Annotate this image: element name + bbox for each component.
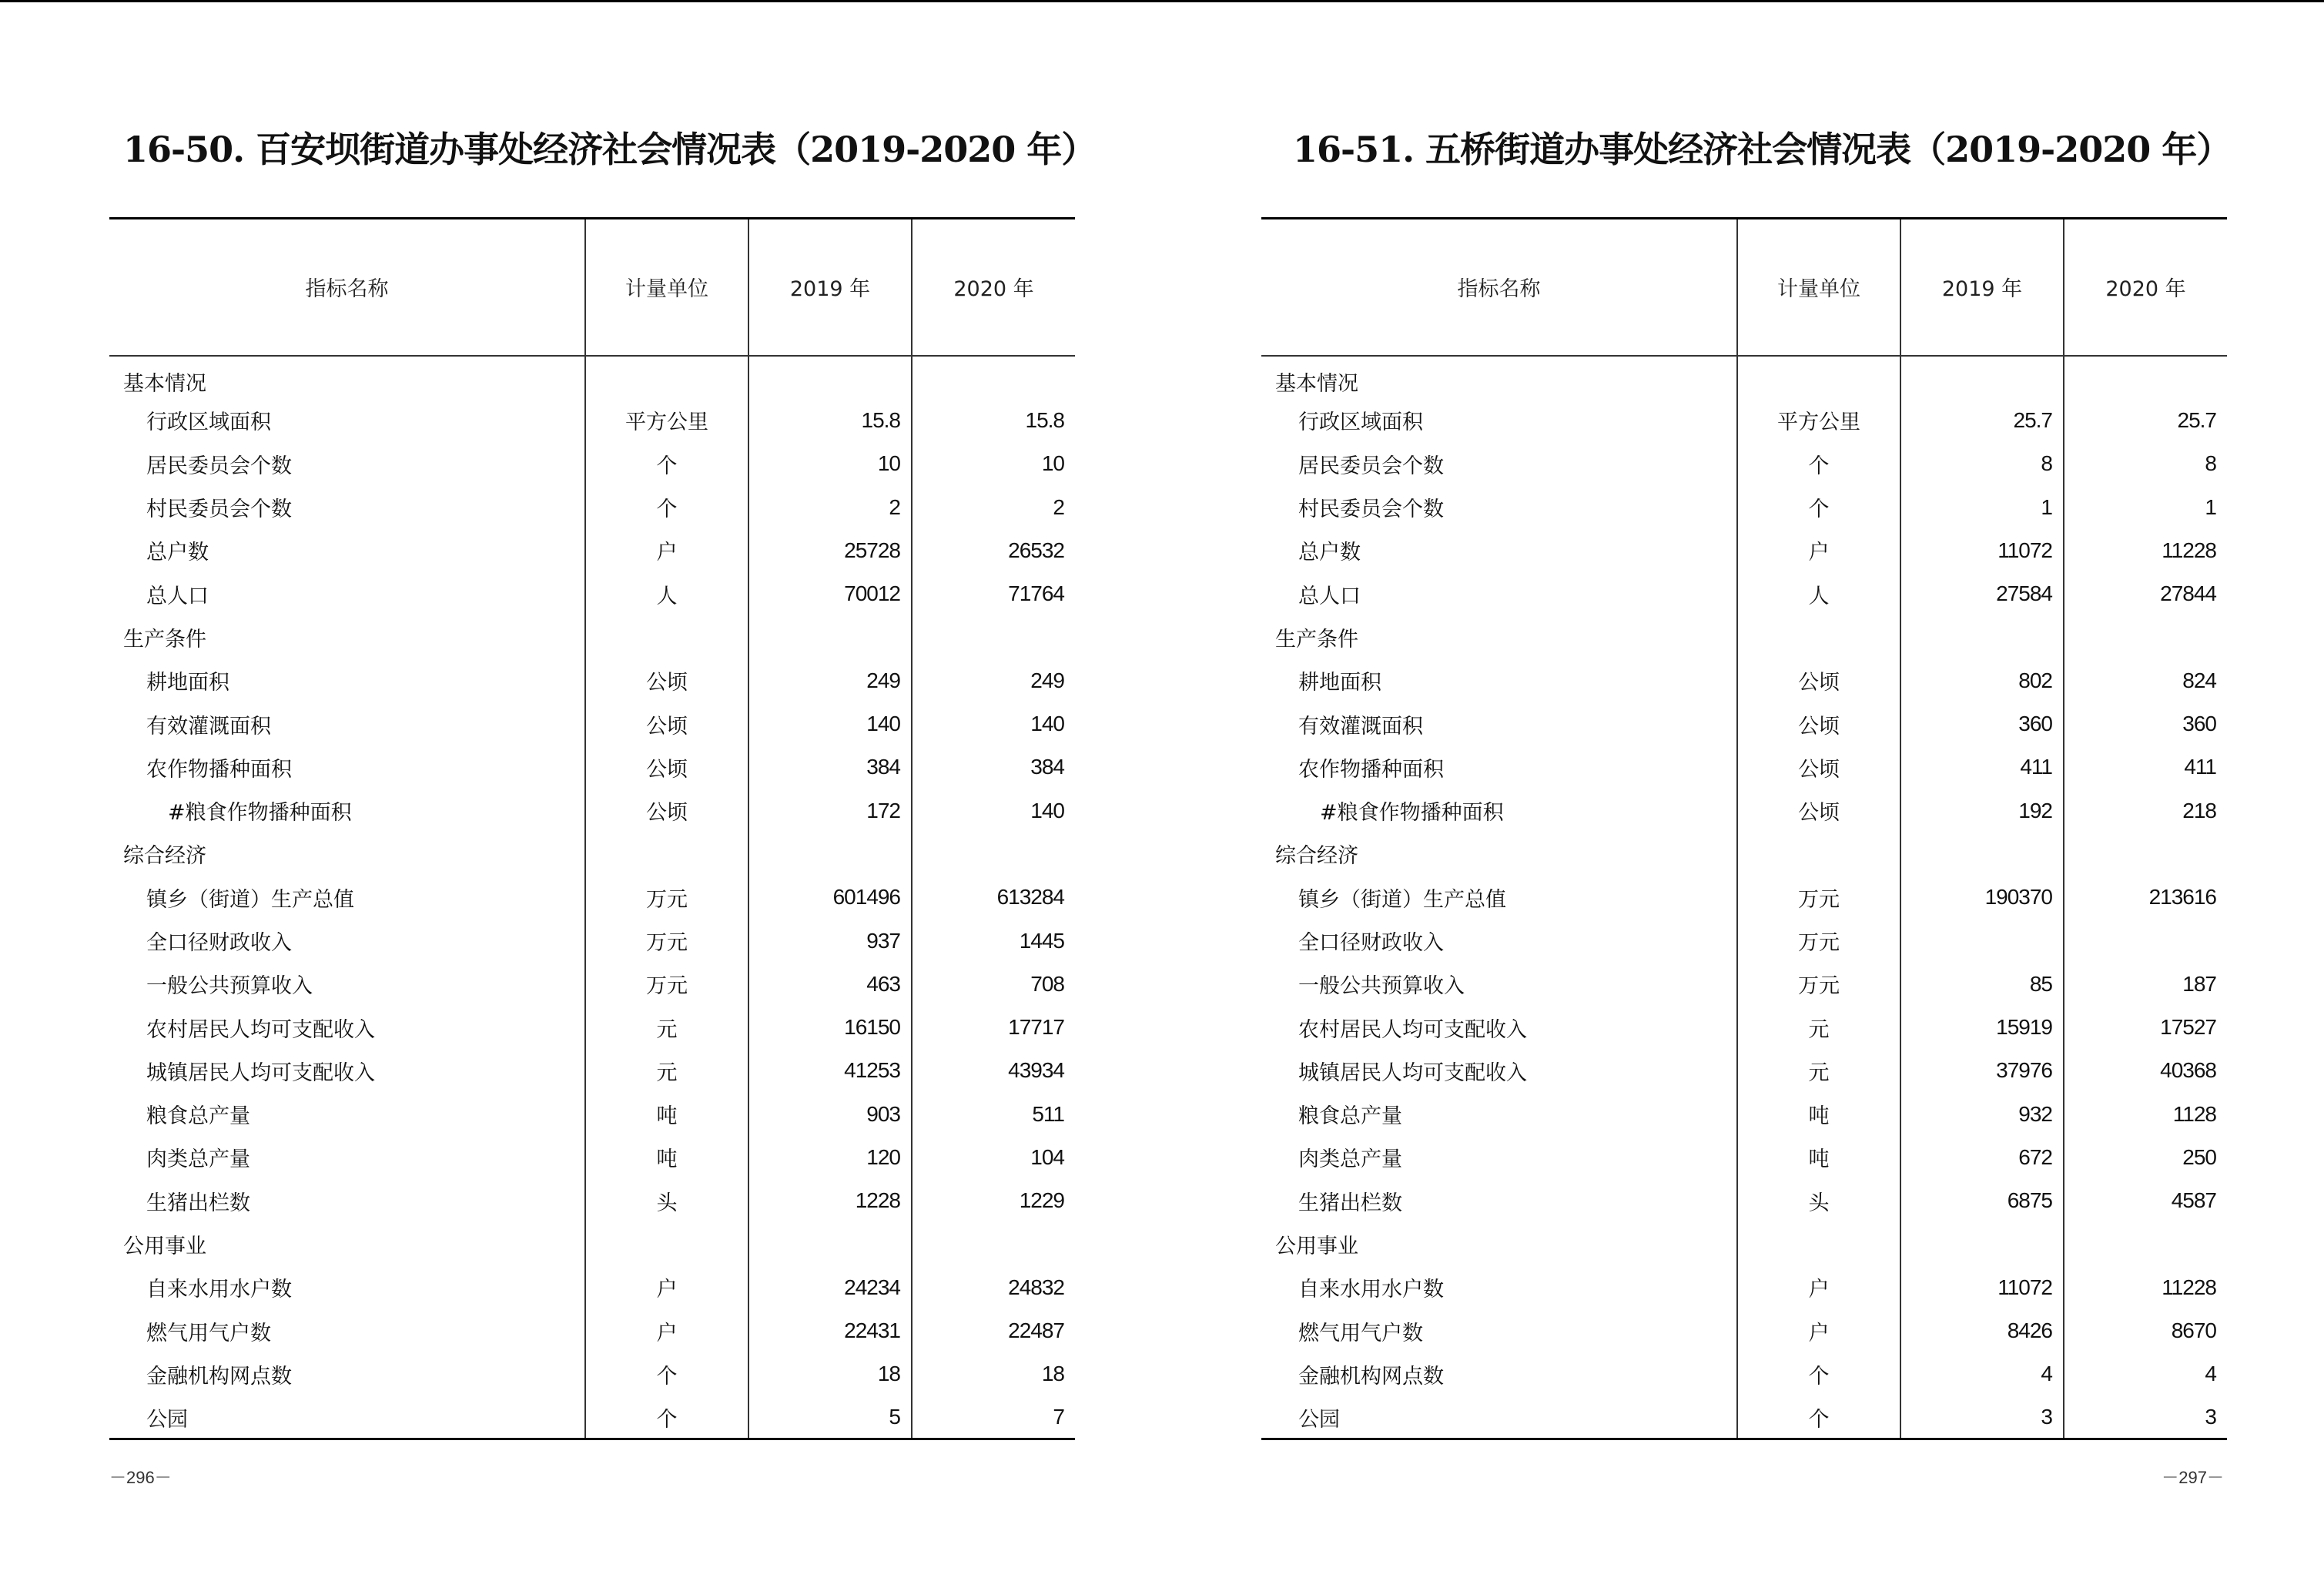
table-row bbox=[1261, 1266, 2227, 1309]
indicator-name-cell: 行政区域面积 bbox=[1298, 410, 1423, 435]
table-row bbox=[1261, 1136, 2227, 1179]
unit-cell: 公顷 bbox=[585, 745, 748, 789]
unit-cell: 万元 bbox=[585, 963, 748, 1006]
value-2020-cell: 213616 bbox=[2064, 876, 2227, 919]
value-2020-cell: 24832 bbox=[912, 1266, 1075, 1309]
indicator-name-cell: 综合经济 bbox=[123, 844, 206, 869]
table-row bbox=[109, 1266, 1075, 1309]
unit-cell: 万元 bbox=[1737, 963, 1900, 1006]
value-2019-cell: 1 bbox=[1900, 485, 2064, 528]
table-row bbox=[109, 919, 1075, 962]
section-row bbox=[109, 615, 1075, 658]
indicator-name-cell: 综合经济 bbox=[1275, 844, 1358, 869]
table-row bbox=[1261, 919, 2227, 962]
value-2020-cell: 104 bbox=[912, 1136, 1075, 1179]
value-2020-cell: 613284 bbox=[912, 876, 1075, 919]
unit-cell: 吨 bbox=[585, 1093, 748, 1136]
table-row bbox=[109, 1049, 1075, 1092]
value-2020-cell bbox=[2064, 833, 2227, 876]
value-2020-cell bbox=[2064, 356, 2227, 399]
value-2019-cell: 11072 bbox=[1900, 1266, 2064, 1309]
indicator-name-cell: 城镇居民人均可支配收入 bbox=[146, 1060, 375, 1085]
table-row bbox=[109, 1093, 1075, 1136]
value-2020-cell: 15.8 bbox=[912, 399, 1075, 442]
table-header-row bbox=[109, 219, 1075, 356]
indicator-name-cell: 镇乡（街道）生产总值 bbox=[146, 887, 354, 912]
indicator-name-cell: 公用事业 bbox=[123, 1235, 206, 1259]
value-2020-cell: 26532 bbox=[912, 529, 1075, 572]
value-2020-cell: 249 bbox=[912, 659, 1075, 702]
unit-cell bbox=[1737, 833, 1900, 876]
header-2019: 2019 年 bbox=[1900, 219, 2064, 356]
value-2020-cell bbox=[912, 1222, 1075, 1265]
indicator-name-cell: 生产条件 bbox=[1275, 627, 1358, 652]
value-2020-cell: 17717 bbox=[912, 1006, 1075, 1049]
value-2020-cell: 18 bbox=[912, 1352, 1075, 1395]
value-2020-cell: 71764 bbox=[912, 572, 1075, 615]
value-2019-cell: 16150 bbox=[748, 1006, 912, 1049]
unit-cell: 头 bbox=[1737, 1179, 1900, 1222]
unit-cell: 个 bbox=[1737, 1396, 1900, 1439]
value-2019-cell: 85 bbox=[1900, 963, 2064, 1006]
value-2019-cell: 190370 bbox=[1900, 876, 2064, 919]
indicator-name-cell: 公园 bbox=[1261, 1396, 1737, 1439]
value-2020-cell: 22487 bbox=[912, 1309, 1075, 1352]
value-2020-cell: 3 bbox=[2064, 1396, 2227, 1439]
value-2019-cell: 11072 bbox=[1900, 529, 2064, 572]
value-2019-cell: 903 bbox=[748, 1093, 912, 1136]
value-2020-cell: 411 bbox=[2064, 745, 2227, 789]
unit-cell: 元 bbox=[585, 1006, 748, 1049]
unit-cell: 元 bbox=[585, 1049, 748, 1092]
unit-cell: 人 bbox=[1737, 572, 1900, 615]
table-row bbox=[109, 442, 1075, 485]
indicator-name-cell: 粮食总产量 bbox=[146, 1104, 250, 1129]
unit-cell: 户 bbox=[1737, 1266, 1900, 1309]
indicator-name-cell: 村民委员会个数 bbox=[1298, 498, 1444, 522]
indicator-name-cell: 有效灌溉面积 bbox=[1298, 714, 1423, 739]
table-row bbox=[109, 876, 1075, 919]
value-2019-cell: 70012 bbox=[748, 572, 912, 615]
indicator-name-cell: 基本情况 bbox=[123, 371, 206, 396]
indicator-name-cell: 居民委员会个数 bbox=[1298, 454, 1444, 478]
table-row bbox=[109, 659, 1075, 702]
indicator-name-cell: 全口径财政收入 bbox=[1298, 931, 1444, 955]
unit-cell: 万元 bbox=[1737, 876, 1900, 919]
value-2020-cell: 1128 bbox=[2064, 1093, 2227, 1136]
unit-cell: 个 bbox=[585, 485, 748, 528]
indicator-name-cell: 总户数 bbox=[1298, 541, 1361, 565]
header-indicator-name: 指标名称 bbox=[1261, 219, 1737, 356]
value-2019-cell: 8 bbox=[1900, 442, 2064, 485]
value-2019-cell: 24234 bbox=[748, 1266, 912, 1309]
unit-cell: 吨 bbox=[1737, 1136, 1900, 1179]
table-row bbox=[109, 1136, 1075, 1179]
table-row bbox=[109, 1396, 1075, 1439]
value-2019-cell: 1228 bbox=[748, 1179, 912, 1222]
value-2020-cell bbox=[2064, 615, 2227, 658]
indicator-name-cell: 公园 bbox=[109, 1396, 585, 1439]
value-2019-cell: 25728 bbox=[748, 529, 912, 572]
unit-cell: 公顷 bbox=[1737, 789, 1900, 832]
section-row bbox=[1261, 1222, 2227, 1265]
value-2020-cell: 27844 bbox=[2064, 572, 2227, 615]
value-2020-cell bbox=[2064, 919, 2227, 962]
indicator-name-cell: 基本情况 bbox=[1275, 371, 1358, 396]
value-2019-cell: 15.8 bbox=[748, 399, 912, 442]
value-2020-cell: 511 bbox=[912, 1093, 1075, 1136]
indicator-name-cell: 金融机构网点数 bbox=[1298, 1364, 1444, 1389]
table-row bbox=[1261, 1093, 2227, 1136]
value-2019-cell: 802 bbox=[1900, 659, 2064, 702]
unit-cell: 公顷 bbox=[1737, 745, 1900, 789]
unit-cell bbox=[1737, 356, 1900, 399]
table-body bbox=[109, 356, 1075, 1439]
value-2020-cell: 11228 bbox=[2064, 1266, 2227, 1309]
table-row bbox=[109, 1309, 1075, 1352]
indicator-name-cell: 总户数 bbox=[146, 541, 209, 565]
indicator-name-cell: 生猪出栏数 bbox=[146, 1191, 250, 1215]
unit-cell: 吨 bbox=[585, 1136, 748, 1179]
unit-cell: 户 bbox=[585, 1266, 748, 1309]
value-2020-cell: 384 bbox=[912, 745, 1075, 789]
indicator-name-cell: 燃气用气户数 bbox=[1298, 1321, 1423, 1345]
section-row bbox=[109, 356, 1075, 399]
value-2020-cell: 140 bbox=[912, 789, 1075, 832]
unit-cell: 户 bbox=[1737, 529, 1900, 572]
section-row bbox=[109, 1222, 1075, 1265]
value-2019-cell bbox=[1900, 919, 2064, 962]
value-2019-cell: 140 bbox=[748, 702, 912, 745]
unit-cell bbox=[585, 356, 748, 399]
indicator-name-cell: 村民委员会个数 bbox=[146, 498, 292, 522]
value-2020-cell: 708 bbox=[912, 963, 1075, 1006]
unit-cell: 个 bbox=[585, 1396, 748, 1439]
indicator-name-cell: 行政区域面积 bbox=[146, 410, 271, 435]
table-row bbox=[1261, 485, 2227, 528]
value-2019-cell: 4 bbox=[1900, 1352, 2064, 1395]
table-header-row bbox=[1261, 219, 2227, 356]
indicator-name-cell: 肉类总产量 bbox=[146, 1147, 250, 1172]
unit-cell: 公顷 bbox=[585, 659, 748, 702]
value-2019-cell bbox=[1900, 356, 2064, 399]
table-row bbox=[1261, 745, 2227, 789]
indicator-name-cell: 总人口 bbox=[146, 584, 209, 608]
value-2019-cell bbox=[1900, 615, 2064, 658]
unit-cell bbox=[585, 833, 748, 876]
unit-cell: 个 bbox=[1737, 442, 1900, 485]
indicator-name-cell: 生猪出栏数 bbox=[1298, 1191, 1402, 1215]
value-2020-cell: 7 bbox=[912, 1396, 1075, 1439]
unit-cell: 户 bbox=[1737, 1309, 1900, 1352]
value-2019-cell: 2 bbox=[748, 485, 912, 528]
indicator-name-cell: 总人口 bbox=[1298, 584, 1361, 608]
page-number: －297－ bbox=[2162, 1468, 2224, 1487]
value-2019-cell: 18 bbox=[748, 1352, 912, 1395]
table-row bbox=[1261, 1309, 2227, 1352]
unit-cell: 个 bbox=[585, 1352, 748, 1395]
value-2020-cell bbox=[2064, 1222, 2227, 1265]
unit-cell: 公顷 bbox=[1737, 659, 1900, 702]
indicator-name-cell: 自来水用水户数 bbox=[146, 1278, 292, 1302]
value-2019-cell: 172 bbox=[748, 789, 912, 832]
unit-cell bbox=[1737, 1222, 1900, 1265]
unit-cell: 户 bbox=[585, 529, 748, 572]
table-row bbox=[109, 572, 1075, 615]
value-2020-cell: 4587 bbox=[2064, 1179, 2227, 1222]
section-row bbox=[1261, 833, 2227, 876]
table-row bbox=[109, 789, 1075, 832]
indicator-name-cell: #粮食作物播种面积 bbox=[168, 801, 352, 826]
value-2020-cell: 824 bbox=[2064, 659, 2227, 702]
unit-cell: 吨 bbox=[1737, 1093, 1900, 1136]
table-row bbox=[1261, 1396, 2227, 1439]
value-2020-cell: 4 bbox=[2064, 1352, 2227, 1395]
indicator-name-cell: 农村居民人均可支配收入 bbox=[146, 1017, 375, 1042]
value-2019-cell bbox=[748, 1222, 912, 1265]
table-row bbox=[109, 1352, 1075, 1395]
table-row bbox=[1261, 1006, 2227, 1049]
table-row bbox=[109, 1179, 1075, 1222]
indicator-name-cell: 城镇居民人均可支配收入 bbox=[1298, 1060, 1527, 1085]
value-2019-cell: 249 bbox=[748, 659, 912, 702]
indicator-name-cell: 燃气用气户数 bbox=[146, 1321, 271, 1345]
indicator-name-cell: 自来水用水户数 bbox=[1298, 1278, 1444, 1302]
value-2020-cell: 1445 bbox=[912, 919, 1075, 962]
indicator-name-cell: 居民委员会个数 bbox=[146, 454, 292, 478]
unit-cell: 个 bbox=[1737, 485, 1900, 528]
value-2020-cell: 17527 bbox=[2064, 1006, 2227, 1049]
value-2019-cell: 6875 bbox=[1900, 1179, 2064, 1222]
header-2020: 2020 年 bbox=[2064, 219, 2227, 356]
table-row bbox=[109, 529, 1075, 572]
value-2019-cell: 937 bbox=[748, 919, 912, 962]
value-2019-cell bbox=[748, 833, 912, 876]
value-2019-cell: 360 bbox=[1900, 702, 2064, 745]
indicator-name-cell: 一般公共预算收入 bbox=[1298, 974, 1465, 999]
indicator-name-cell: 金融机构网点数 bbox=[146, 1364, 292, 1389]
table-row bbox=[1261, 789, 2227, 832]
value-2020-cell: 250 bbox=[2064, 1136, 2227, 1179]
unit-cell: 元 bbox=[1737, 1006, 1900, 1049]
indicator-name-cell: 公用事业 bbox=[1275, 1235, 1358, 1259]
table-row bbox=[109, 399, 1075, 442]
stats-table bbox=[1261, 217, 2227, 1440]
unit-cell: 平方公里 bbox=[1737, 399, 1900, 442]
value-2019-cell: 601496 bbox=[748, 876, 912, 919]
table-row bbox=[109, 485, 1075, 528]
value-2020-cell bbox=[912, 833, 1075, 876]
table-row bbox=[1261, 1352, 2227, 1395]
table-row bbox=[1261, 529, 2227, 572]
unit-cell: 个 bbox=[585, 442, 748, 485]
value-2019-cell: 27584 bbox=[1900, 572, 2064, 615]
value-2020-cell: 218 bbox=[2064, 789, 2227, 832]
unit-cell: 户 bbox=[585, 1309, 748, 1352]
table-row bbox=[1261, 963, 2227, 1006]
value-2020-cell: 2 bbox=[912, 485, 1075, 528]
unit-cell: 万元 bbox=[585, 876, 748, 919]
value-2019-cell bbox=[1900, 833, 2064, 876]
unit-cell: 公顷 bbox=[585, 702, 748, 745]
indicator-name-cell: 农作物播种面积 bbox=[1298, 757, 1444, 782]
value-2020-cell: 25.7 bbox=[2064, 399, 2227, 442]
value-2020-cell bbox=[912, 615, 1075, 658]
unit-cell bbox=[585, 615, 748, 658]
section-row bbox=[1261, 356, 2227, 399]
table-row bbox=[1261, 399, 2227, 442]
table-row bbox=[109, 702, 1075, 745]
indicator-name-cell: 有效灌溉面积 bbox=[146, 714, 271, 739]
unit-cell: 元 bbox=[1737, 1049, 1900, 1092]
header-2020: 2020 年 bbox=[912, 219, 1075, 356]
unit-cell: 人 bbox=[585, 572, 748, 615]
indicator-name-cell: #粮食作物播种面积 bbox=[1320, 801, 1504, 826]
unit-cell bbox=[1737, 615, 1900, 658]
indicator-name-cell: 粮食总产量 bbox=[1298, 1104, 1402, 1129]
unit-cell: 公顷 bbox=[1737, 702, 1900, 745]
section-row bbox=[1261, 615, 2227, 658]
header-unit: 计量单位 bbox=[585, 219, 748, 356]
table-row bbox=[1261, 659, 2227, 702]
value-2020-cell: 10 bbox=[912, 442, 1075, 485]
value-2020-cell: 11228 bbox=[2064, 529, 2227, 572]
table-row bbox=[1261, 876, 2227, 919]
unit-cell: 公顷 bbox=[585, 789, 748, 832]
indicator-name-cell: 耕地面积 bbox=[1298, 671, 1381, 695]
value-2020-cell: 40368 bbox=[2064, 1049, 2227, 1092]
unit-cell bbox=[585, 1222, 748, 1265]
value-2019-cell: 672 bbox=[1900, 1136, 2064, 1179]
value-2019-cell bbox=[1900, 1222, 2064, 1265]
stats-table bbox=[109, 217, 1075, 1440]
value-2020-cell: 360 bbox=[2064, 702, 2227, 745]
table-title: 16-50. 百安坝街道办事处经济社会情况表（2019-2020 年） bbox=[123, 129, 1097, 170]
value-2019-cell: 463 bbox=[748, 963, 912, 1006]
page-number: －296－ bbox=[109, 1468, 172, 1487]
unit-cell: 万元 bbox=[1737, 919, 1900, 962]
value-2020-cell: 187 bbox=[2064, 963, 2227, 1006]
value-2020-cell: 140 bbox=[912, 702, 1075, 745]
section-row bbox=[109, 833, 1075, 876]
indicator-name-cell: 镇乡（街道）生产总值 bbox=[1298, 887, 1506, 912]
value-2020-cell: 43934 bbox=[912, 1049, 1075, 1092]
value-2020-cell: 1 bbox=[2064, 485, 2227, 528]
unit-cell: 头 bbox=[585, 1179, 748, 1222]
indicator-name-cell: 肉类总产量 bbox=[1298, 1147, 1402, 1172]
table-title: 16-51. 五桥街道办事处经济社会情况表（2019-2020 年） bbox=[1293, 129, 2232, 170]
unit-cell: 万元 bbox=[585, 919, 748, 962]
value-2020-cell bbox=[912, 356, 1075, 399]
indicator-name-cell: 一般公共预算收入 bbox=[146, 974, 313, 999]
table-row bbox=[1261, 1179, 2227, 1222]
value-2019-cell: 384 bbox=[748, 745, 912, 789]
value-2019-cell: 10 bbox=[748, 442, 912, 485]
indicator-name-cell: 生产条件 bbox=[123, 627, 206, 652]
value-2019-cell: 8426 bbox=[1900, 1309, 2064, 1352]
value-2020-cell: 8 bbox=[2064, 442, 2227, 485]
table-row bbox=[1261, 442, 2227, 485]
value-2019-cell: 192 bbox=[1900, 789, 2064, 832]
table-row bbox=[1261, 702, 2227, 745]
value-2019-cell: 22431 bbox=[748, 1309, 912, 1352]
indicator-name-cell: 耕地面积 bbox=[146, 671, 229, 695]
value-2019-cell: 3 bbox=[1900, 1396, 2064, 1439]
unit-cell: 平方公里 bbox=[585, 399, 748, 442]
header-indicator-name: 指标名称 bbox=[109, 219, 585, 356]
value-2019-cell bbox=[748, 615, 912, 658]
right-page bbox=[1162, 0, 2324, 1588]
value-2019-cell: 41253 bbox=[748, 1049, 912, 1092]
table-row bbox=[109, 1006, 1075, 1049]
indicator-name-cell: 农作物播种面积 bbox=[146, 757, 292, 782]
header-unit: 计量单位 bbox=[1737, 219, 1900, 356]
value-2019-cell: 37976 bbox=[1900, 1049, 2064, 1092]
table-row bbox=[1261, 572, 2227, 615]
value-2020-cell: 8670 bbox=[2064, 1309, 2227, 1352]
value-2019-cell: 120 bbox=[748, 1136, 912, 1179]
indicator-name-cell: 全口径财政收入 bbox=[146, 931, 292, 955]
value-2020-cell: 1229 bbox=[912, 1179, 1075, 1222]
unit-cell: 个 bbox=[1737, 1352, 1900, 1395]
value-2019-cell bbox=[748, 356, 912, 399]
value-2019-cell: 5 bbox=[748, 1396, 912, 1439]
table-row bbox=[1261, 1049, 2227, 1092]
header-2019: 2019 年 bbox=[748, 219, 912, 356]
value-2019-cell: 25.7 bbox=[1900, 399, 2064, 442]
table-row bbox=[109, 963, 1075, 1006]
value-2019-cell: 15919 bbox=[1900, 1006, 2064, 1049]
table-body bbox=[1261, 356, 2227, 1439]
indicator-name-cell: 农村居民人均可支配收入 bbox=[1298, 1017, 1527, 1042]
table-row bbox=[109, 745, 1075, 789]
value-2019-cell: 411 bbox=[1900, 745, 2064, 789]
value-2019-cell: 932 bbox=[1900, 1093, 2064, 1136]
